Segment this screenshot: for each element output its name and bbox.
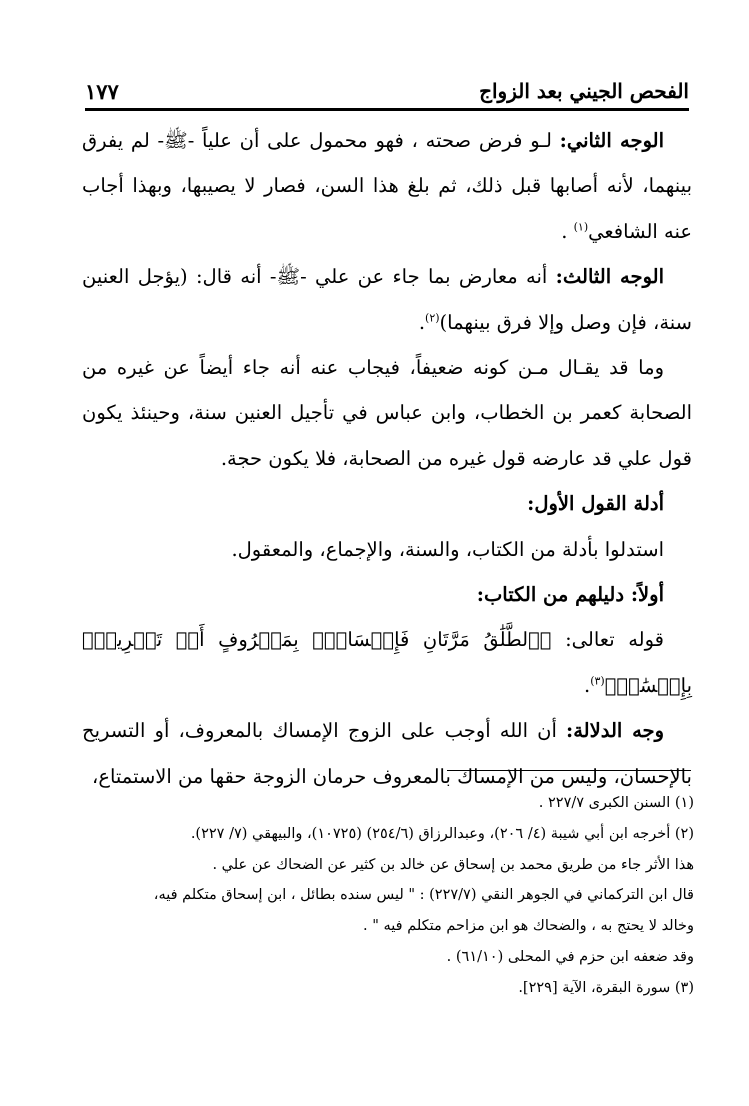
- paragraph-end: .: [584, 673, 591, 697]
- section-heading-quran: أولاً: دليلهم من الكتاب:: [476, 583, 664, 607]
- paragraph-text: لـو فرض صحته ، فهو محمول على أن علياً -ﷺ- لم يفرق بينهما، لأنه أصابها قبل ذلك، ثم بلغ هذا السن، فصار لا يصيبها، وبهذا أجاب عنه الشافعي: [82, 129, 692, 243]
- paragraph-end: .: [418, 310, 426, 334]
- paragraph-verse: [82, 617, 692, 708]
- footnote-line: هذا الأثر جاء من طريق محمد بن إسحاق عن خالد بن كثير عن الضحاك عن علي .: [212, 856, 694, 873]
- footnote-ref-2[interactable]: (٢): [425, 311, 440, 325]
- footnote-line: وخالد لا يحتج به ، والضحاك هو ابن مزاحم متكلم فيه " .: [363, 918, 694, 935]
- paragraph-label: الوجه الثالث:: [555, 265, 665, 289]
- section-heading-evidence: أدلة القول الأول:: [527, 492, 664, 516]
- footnote-line: وقد ضعفه ابن حزم في المحلى (٦١/١٠) .: [446, 948, 694, 965]
- header-rule: [85, 108, 689, 111]
- footnote-ref-1[interactable]: (١): [573, 220, 589, 234]
- footnote-line: (١) السنن الكبرى ٢٢٧/٧ .: [538, 795, 694, 811]
- footnote-line: قال ابن التركماني في الجوهر النقي (٢٢٧/٧) : " ليس سنده بطائل ، ابن إسحاق متكلم فيه،: [153, 887, 694, 904]
- footnote-line: (٢) أخرجه ابن أبي شيبة (٤/ ٢٠٦)، وعبدالرزاق (٢٥٤/٦) (١٠٧٢٥)، والبيهقي (٧/ ٢٢٧).: [190, 825, 694, 842]
- page-number: ١٧٧: [85, 78, 119, 104]
- running-title: الفحص الجيني بعد الزواج: [479, 79, 689, 103]
- paragraph-inference: [82, 708, 692, 799]
- paragraph-label: الوجه الثاني:: [559, 129, 664, 152]
- paragraph-sources: استدلوا بأدلة من الكتاب، والسنة، والإجماع، والمعقول.: [231, 537, 664, 561]
- paragraph-text: أن الله أوجب على الزوج الإمساك بالمعروف، أو التسريح بالإحسان، وليس من الإمساك بالمعروف حرمان الزوجة حقها من الاستمتاع،: [82, 719, 692, 788]
- paragraph-text: أنه معارض بما جاء عن علي -ﷺ- أنه قال: (يؤجل العنين سنة، فإن وصل وإلا فرق بينهما): [82, 265, 692, 334]
- paragraph-objection: وما قد يقـال مـن كونه ضعيفاً، فيجاب عنه أنه جاء أيضاً عن غيره من الصحابة كعمر بن الخطاب، وابن عباس في تأجيل العنين سنة، وحينئذ يكون قول علي قد عارضه قول غيره من الصحابة، فلا يكون حجة.: [82, 356, 692, 470]
- paragraph-end: .: [561, 219, 574, 243]
- footnotes: [82, 788, 694, 1004]
- paragraph-third-aspect: [82, 254, 692, 345]
- running-header: [85, 76, 689, 106]
- main-text: [82, 118, 692, 799]
- footnote-separator: [447, 770, 691, 771]
- quran-verse: ﴿ٱلطَّلَٰقُ مَرَّتَانِ فَإِمۡسَاكُۢ بِمَعۡرُوفٍ أَوۡ تَسۡرِيحُۢ بِإِحۡسَٰنٖ﴾: [82, 628, 692, 697]
- footnote-ref-3[interactable]: (٣): [590, 674, 605, 688]
- footnote-line: (٣) سورة البقرة، الآية [٢٢٩].: [518, 979, 694, 996]
- paragraph-second-aspect: [82, 118, 692, 254]
- verse-intro: قوله تعالى:: [551, 628, 665, 652]
- paragraph-label: وجه الدلالة:: [566, 719, 664, 743]
